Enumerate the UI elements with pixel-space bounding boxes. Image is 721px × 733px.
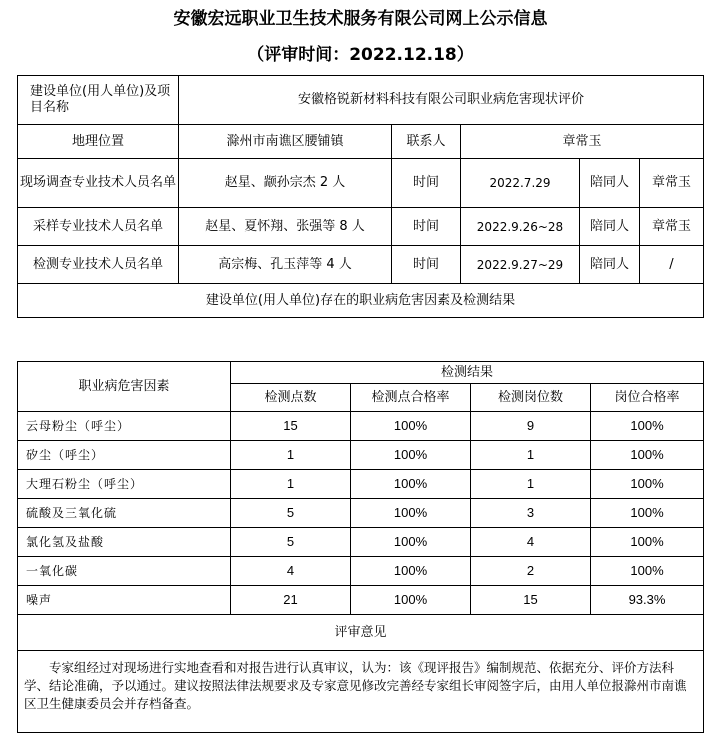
factor-cell: 硫酸及三氧化硫 (18, 499, 231, 528)
table-row (18, 528, 704, 557)
col-post-rate: 岗位合格率 (591, 384, 704, 412)
point-rate-cell: 100% (351, 557, 471, 586)
testing-escort-label: 陪同人 (580, 246, 640, 284)
sampling-time: 2022.9.26~28 (461, 208, 580, 246)
unit-label: 建设单位(用人单位)及项目名称 (18, 76, 179, 125)
posts-cell: 15 (471, 586, 591, 615)
col-posts: 检测岗位数 (471, 384, 591, 412)
results-table (17, 361, 704, 733)
sampling-time-label: 时间 (392, 208, 461, 246)
contact-value: 章常玉 (461, 125, 704, 159)
table-row (18, 441, 704, 470)
post-rate-cell: 100% (591, 499, 704, 528)
review-opinion: 专家组经过对现场进行实地查看和对报告进行认真审议，认为：该《现评报告》编制规范、依据充分、评价方法科学、结论准确，予以通过。建议按照法律法规要求及专家意见修改完善经专家组长审阅签字后，由用人单位报滁州市南谯区卫生健康委员会并存档备查。 (18, 651, 704, 733)
location-label: 地理位置 (18, 125, 179, 159)
table-row (18, 586, 704, 615)
point-rate-cell: 100% (351, 470, 471, 499)
factor-cell: 云母粉尘（呼尘） (18, 412, 231, 441)
points-cell: 5 (231, 499, 351, 528)
point-rate-cell: 100% (351, 586, 471, 615)
col-point-rate: 检测点合格率 (351, 384, 471, 412)
factor-cell: 一氧化碳 (18, 557, 231, 586)
post-rate-cell: 100% (591, 470, 704, 499)
factor-cell: 大理石粉尘（呼尘） (18, 470, 231, 499)
unit-value: 安徽格锐新材料科技有限公司职业病危害现状评价 (179, 76, 704, 125)
post-rate-cell: 100% (591, 528, 704, 557)
sampling-label: 采样专业技术人员名单 (18, 208, 179, 246)
testing-time-label: 时间 (392, 246, 461, 284)
points-cell: 21 (231, 586, 351, 615)
factor-cell: 噪声 (18, 586, 231, 615)
review-title: 评审意见 (18, 615, 704, 651)
factor-cell: 氯化氢及盐酸 (18, 528, 231, 557)
post-rate-cell: 100% (591, 441, 704, 470)
posts-cell: 4 (471, 528, 591, 557)
post-rate-cell: 100% (591, 557, 704, 586)
page-title: 安徽宏远职业卫生技术服务有限公司网上公示信息 (173, 9, 548, 29)
survey-label: 现场调查专业技术人员名单 (18, 159, 179, 208)
point-rate-cell: 100% (351, 412, 471, 441)
section-title: 建设单位(用人单位)存在的职业病危害因素及检测结果 (18, 284, 704, 318)
sampling-escort-label: 陪同人 (580, 208, 640, 246)
posts-cell: 1 (471, 441, 591, 470)
posts-cell: 2 (471, 557, 591, 586)
survey-escort-label: 陪同人 (580, 159, 640, 208)
survey-time-label: 时间 (392, 159, 461, 208)
posts-cell: 9 (471, 412, 591, 441)
result-header: 检测结果 (231, 362, 704, 384)
table-row (18, 412, 704, 441)
points-cell: 15 (231, 412, 351, 441)
points-cell: 1 (231, 441, 351, 470)
testing-staff: 高宗梅、孔玉萍等 4 人 (179, 246, 392, 284)
col-points: 检测点数 (231, 384, 351, 412)
sampling-staff: 赵星、夏怀翔、张强等 8 人 (179, 208, 392, 246)
point-rate-cell: 100% (351, 441, 471, 470)
contact-label: 联系人 (392, 125, 461, 159)
points-cell: 1 (231, 470, 351, 499)
posts-cell: 3 (471, 499, 591, 528)
table-row (18, 557, 704, 586)
factor-cell: 矽尘（呼尘） (18, 441, 231, 470)
location-value: 滁州市南谯区腰铺镇 (179, 125, 392, 159)
post-rate-cell: 93.3% (591, 586, 704, 615)
points-cell: 5 (231, 528, 351, 557)
survey-time: 2022.7.29 (461, 159, 580, 208)
factor-header: 职业病危害因素 (18, 362, 231, 412)
table-row (18, 470, 704, 499)
sampling-escort: 章常玉 (640, 208, 704, 246)
point-rate-cell: 100% (351, 528, 471, 557)
testing-time: 2022.9.27~29 (461, 246, 580, 284)
testing-label: 检测专业技术人员名单 (18, 246, 179, 284)
points-cell: 4 (231, 557, 351, 586)
point-rate-cell: 100% (351, 499, 471, 528)
testing-escort: / (640, 246, 704, 284)
disclosure-table (17, 75, 704, 318)
survey-staff: 赵星、颛孙宗杰 2 人 (179, 159, 392, 208)
posts-cell: 1 (471, 470, 591, 499)
post-rate-cell: 100% (591, 412, 704, 441)
survey-escort: 章常玉 (640, 159, 704, 208)
review-time: （评审时间：2022.12.18） (247, 45, 474, 65)
table-row (18, 499, 704, 528)
